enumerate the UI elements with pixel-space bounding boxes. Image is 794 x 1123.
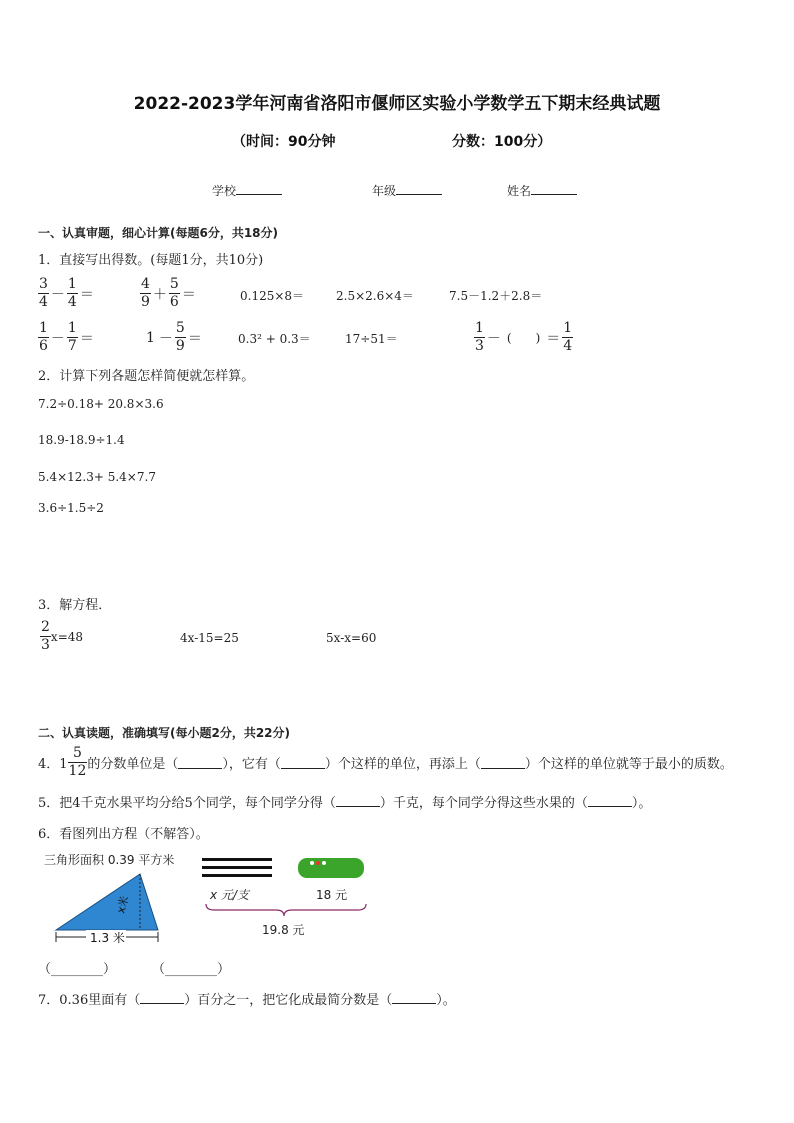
section1-heading: 一、认真审题，细心计算(每题6分，共18分) — [38, 226, 279, 240]
equation-1: $\frac{2}{3}$ x=48 — [41, 619, 84, 653]
equation-2: 4x-15=25 — [180, 631, 239, 645]
exam-time: （时间：90分钟 — [232, 134, 336, 150]
grade-field — [372, 182, 442, 199]
pen-1 — [202, 858, 272, 861]
name-label: 姓名 — [507, 184, 532, 198]
grade-blank[interactable] — [396, 183, 442, 195]
q4-blank-3[interactable] — [481, 757, 525, 769]
q4: 4．1 $\frac{5}{12}$ 的分数单位是（ ），它有（ ）个这样的单位，再添上（ ）个这样的单位就等于最小的质数。 — [38, 745, 733, 779]
school-field — [212, 182, 282, 199]
q7-blank-2[interactable] — [392, 992, 436, 1004]
q1-text: 1．直接写出得数。(每题1分，共10分) — [38, 253, 264, 268]
q4-blank-1[interactable] — [178, 757, 222, 769]
school-blank[interactable] — [236, 183, 282, 195]
calc-6: $\frac{1}{6}$ － $\frac{1}{7}$ ＝ — [39, 320, 94, 354]
calc-7: 1 － $\frac{5}{9}$ ＝ — [146, 320, 202, 354]
calc-9: 17÷51＝ — [345, 332, 398, 346]
q2-item-1: 7.2÷0.18+ 20.8×3.6 — [38, 397, 164, 411]
equation-3: 5x-x=60 — [326, 631, 377, 645]
pencil-box — [298, 858, 364, 878]
box-price-label: 18 元 — [316, 888, 348, 902]
pens-figure — [198, 852, 373, 942]
calc-10: $\frac{1}{3}$ － ( ) ＝ $\frac{1}{4}$ — [475, 320, 573, 354]
calc-3: 0.125×8＝ — [240, 289, 305, 303]
q2-text: 2．计算下列各题怎样简便就怎样算。 — [38, 369, 255, 384]
q6-text: 6．看图列出方程（不解答）。 — [38, 827, 209, 842]
name-field — [507, 182, 577, 199]
grade-label: 年级 — [372, 184, 397, 198]
triangle-shape — [56, 874, 158, 930]
exam-score: 分数：100分） — [452, 134, 552, 150]
total-price-label: 19.8 元 — [262, 923, 305, 937]
base-label: 1.3 米 — [90, 931, 125, 945]
q6-answer-1[interactable]: （________） — [38, 962, 117, 977]
pen-price-label: x 元/支 — [210, 888, 249, 902]
q3-text: 3．解方程． — [38, 598, 112, 613]
calc-2: $\frac{4}{9}$ ＋ $\frac{5}{6}$ ＝ — [141, 276, 196, 310]
calc-4: 2.5×2.6×4＝ — [336, 289, 414, 303]
q5-blank-2[interactable] — [588, 795, 632, 807]
calc-1: $\frac{3}{4}$ － $\frac{1}{4}$ ＝ — [39, 276, 94, 310]
q5-blank-1[interactable] — [336, 795, 380, 807]
calc-5: 7.5－1.2＋2.8＝ — [449, 289, 543, 303]
q5: 5．把4千克水果平均分给5个同学，每个同学分得（ ）千克，每个同学分得这些水果的（ ）。 — [38, 796, 652, 811]
q6-answer-2[interactable]: （________） — [152, 962, 231, 977]
triangle-figure — [40, 848, 200, 948]
q7-blank-1[interactable] — [140, 992, 184, 1004]
triangle-caption: 三角形面积 0.39 平方米 — [44, 853, 175, 867]
name-blank[interactable] — [531, 183, 577, 195]
height-label: x米 — [114, 894, 132, 915]
school-label: 学校 — [212, 184, 237, 198]
q7: 7．0.36里面有（ ）百分之一，把它化成最简分数是（ ）。 — [38, 993, 456, 1008]
pen-2 — [202, 866, 272, 869]
q2-item-2: 18.9-18.9÷1.4 — [38, 433, 125, 447]
section2-heading: 二、认真读题，准确填写(每小题2分，共22分) — [38, 726, 291, 740]
q4-blank-2[interactable] — [281, 757, 325, 769]
q2-item-4: 3.6÷1.5÷2 — [38, 501, 104, 515]
calc-10-blank[interactable]: ( ) — [506, 331, 541, 345]
q2-item-3: 5.4×12.3+ 5.4×7.7 — [38, 470, 156, 484]
page-title: 2022-2023学年河南省洛阳市偃师区实验小学数学五下期末经典试题 — [133, 94, 661, 114]
total-brace — [206, 904, 366, 916]
pen-3 — [202, 874, 272, 877]
calc-8: 0.3² + 0.3＝ — [238, 332, 311, 346]
